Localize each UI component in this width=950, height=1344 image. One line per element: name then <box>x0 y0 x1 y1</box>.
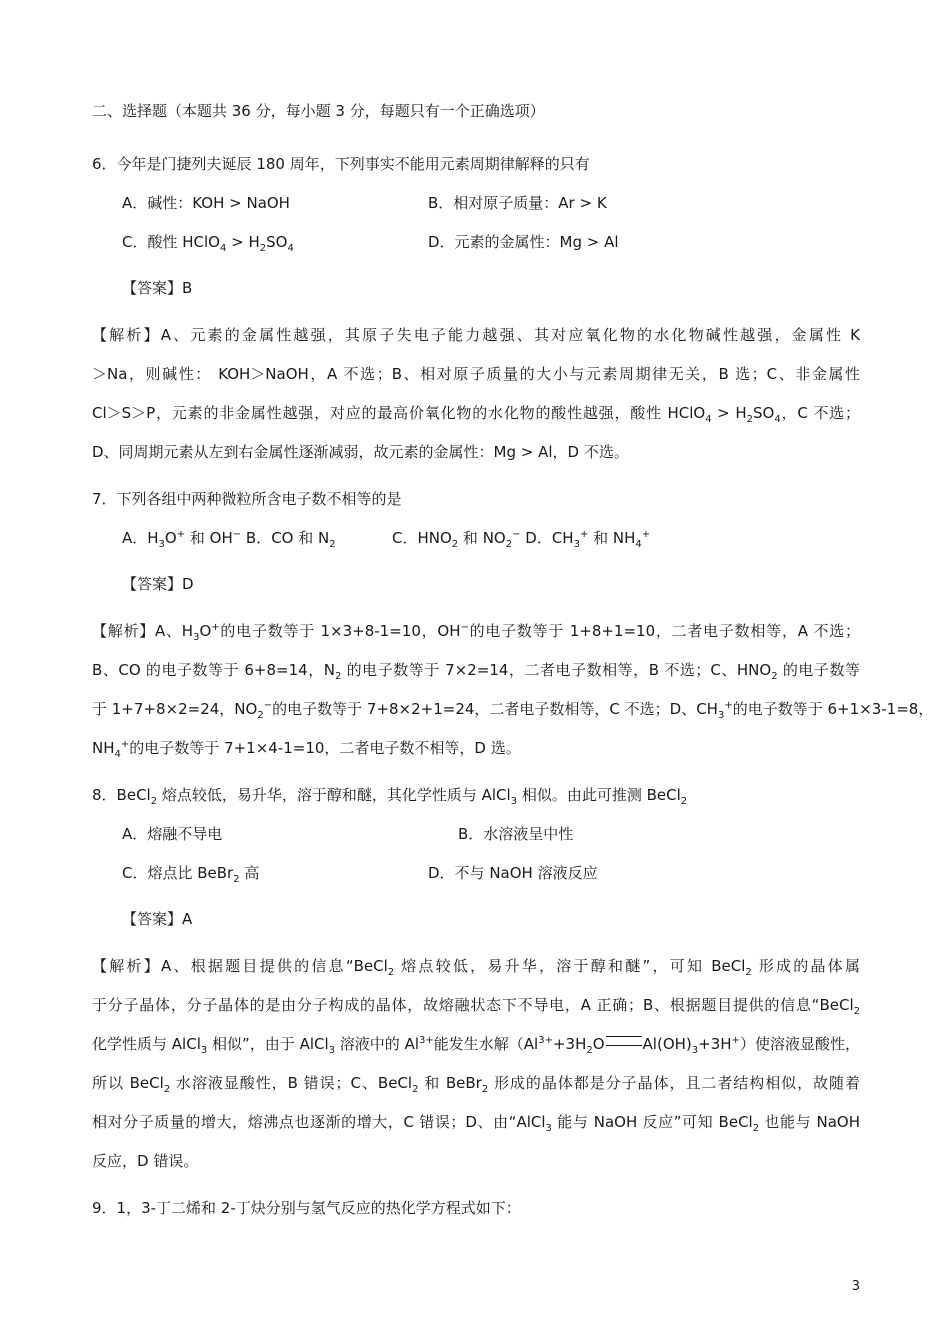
q8-option-d: D．不与 NaOH 溶液反应 <box>428 864 598 882</box>
page-number: 3 <box>851 1279 860 1294</box>
q6-explanation-line: ＞Na，则碱性： KOH＞NaOH，A 不选；B、相对原子质量的大小与元素周期律无关，B 选；C、非金属性 <box>92 365 860 383</box>
q6-explanation-line: Cl＞S＞P，元素的非金属性越强，对应的最高价氧化物的水化物的酸性越强，酸性 HClO$_4$ > $H_2SO_4$，C 不选； <box>92 404 860 425</box>
q8-explanation-line: 【解析】A、根据题目提供的信息“BeCl$_2$ 熔点较低，易升华，溶于醇和醚”，可知 BeCl$_2$ 形成的晶体属 <box>92 957 860 978</box>
q7-options-ab: A．$H_3O^+$ 和 OH− B．CO 和 $N_2$ <box>122 529 336 550</box>
q8-stem: 8．BeCl$_2$ 熔点较低，易升华，溶于醇和醚，其化学性质与 AlCl$_3$ 相似。由此可推测 BeCl$_2$ <box>92 786 688 807</box>
equilibrium-arrow-icon <box>606 1036 642 1046</box>
q8-explanation-line: 所以 BeCl$_2$ 水溶液显酸性，B 错误；C、BeCl$_2$ 和 BeBr$_2$ 形成的晶体都是分子晶体，且二者结构相似，故随着 <box>92 1074 861 1095</box>
q6-option-d: D．元素的金属性：Mg > Al <box>428 233 619 251</box>
q8-option-a: A．熔融不导电 <box>122 825 223 843</box>
q6-explanation-line: D、同周期元素从左到右金属性逐渐减弱，故元素的金属性：Mg > Al，D 不选。 <box>92 443 629 461</box>
q7-explanation-line: 于 1+7+8×2=24，$NO_2^-$的电子数等于 7+8×2+1=24，二者电子数相等，C 不选；D、$CH_3^+$的电子数等于 6+1×3-1=8， <box>92 700 934 721</box>
q8-explanation-line: 于分子晶体，分子晶体的是由分子构成的晶体，故熔融状态下不导电，A 正确；B、根据题目提供的信息“BeCl$_2$ <box>92 996 860 1017</box>
q6-answer: 【答案】B <box>122 279 193 297</box>
q7-answer: 【答案】D <box>122 575 194 593</box>
q6-stem: 6．今年是门捷列夫诞辰 180 周年，下列事实不能用元素周期律解释的只有 <box>92 155 590 173</box>
q7-options-cd: C．$HNO_2$ 和 $NO_2^-$ D．$CH_3^+$ 和 $NH_4^+$ <box>392 529 651 550</box>
q8-explanation-line: 化学性质与 AlCl$_3$ 相似”，由于 AlCl$_3$ 溶液中的 $Al^{3+}$能发生水解（$Al^{3+}+3H_2O$ $Al(OH)_3+3H^+$）使溶液显酸性， <box>92 1035 860 1056</box>
q6-option-c: C．酸性 HClO$_4$ > $H_2SO_4$ <box>122 233 294 254</box>
q8-option-b: B．水溶液呈中性 <box>458 825 574 843</box>
q6-explanation-line: 【解析】A、元素的金属性越强，其原子失电子能力越强、其对应氧化物的水化物碱性越强，金属性 K <box>92 326 860 344</box>
q7-explanation-line: $NH_4^+$的电子数等于 7+1×4-1=10，二者电子数不相等，D 选。 <box>92 739 521 760</box>
section-heading: 二、选择题（本题共 36 分，每小题 3 分，每题只有一个正确选项） <box>92 102 545 120</box>
q9-stem: 9．1，3-丁二烯和 2-丁炔分别与氢气反应的热化学方程式如下： <box>92 1199 521 1217</box>
q6-option-b: B．相对原子质量：Ar > K <box>428 194 607 212</box>
q7-explanation-line: B、CO 的电子数等于 6+8=14，$N_2$ 的电子数等于 7×2=14，二者电子数相等，B 不选；C、$HNO_2$ 的电子数等 <box>92 661 860 682</box>
q8-answer: 【答案】A <box>122 910 193 928</box>
q7-explanation-line: 【解析】A、$H_3O^+$的电子数等于 1×3+8-1=10，OH−的电子数等于 1+8+1=10，二者电子数相等，A 不选； <box>92 622 860 643</box>
q8-explanation-line: 反应，D 错误。 <box>92 1152 199 1170</box>
q7-stem: 7．下列各组中两种微粒所含电子数不相等的是 <box>92 490 402 508</box>
q8-option-c: C．熔点比 BeBr$_2$ 高 <box>122 864 260 885</box>
q8-explanation-line: 相对分子质量的增大，熔沸点也逐渐的增大，C 错误；D、由“AlCl$_3$ 能与 NaOH 反应”可知 BeCl$_2$ 也能与 NaOH <box>92 1113 860 1134</box>
q6-option-a: A．碱性：KOH > NaOH <box>122 194 290 212</box>
